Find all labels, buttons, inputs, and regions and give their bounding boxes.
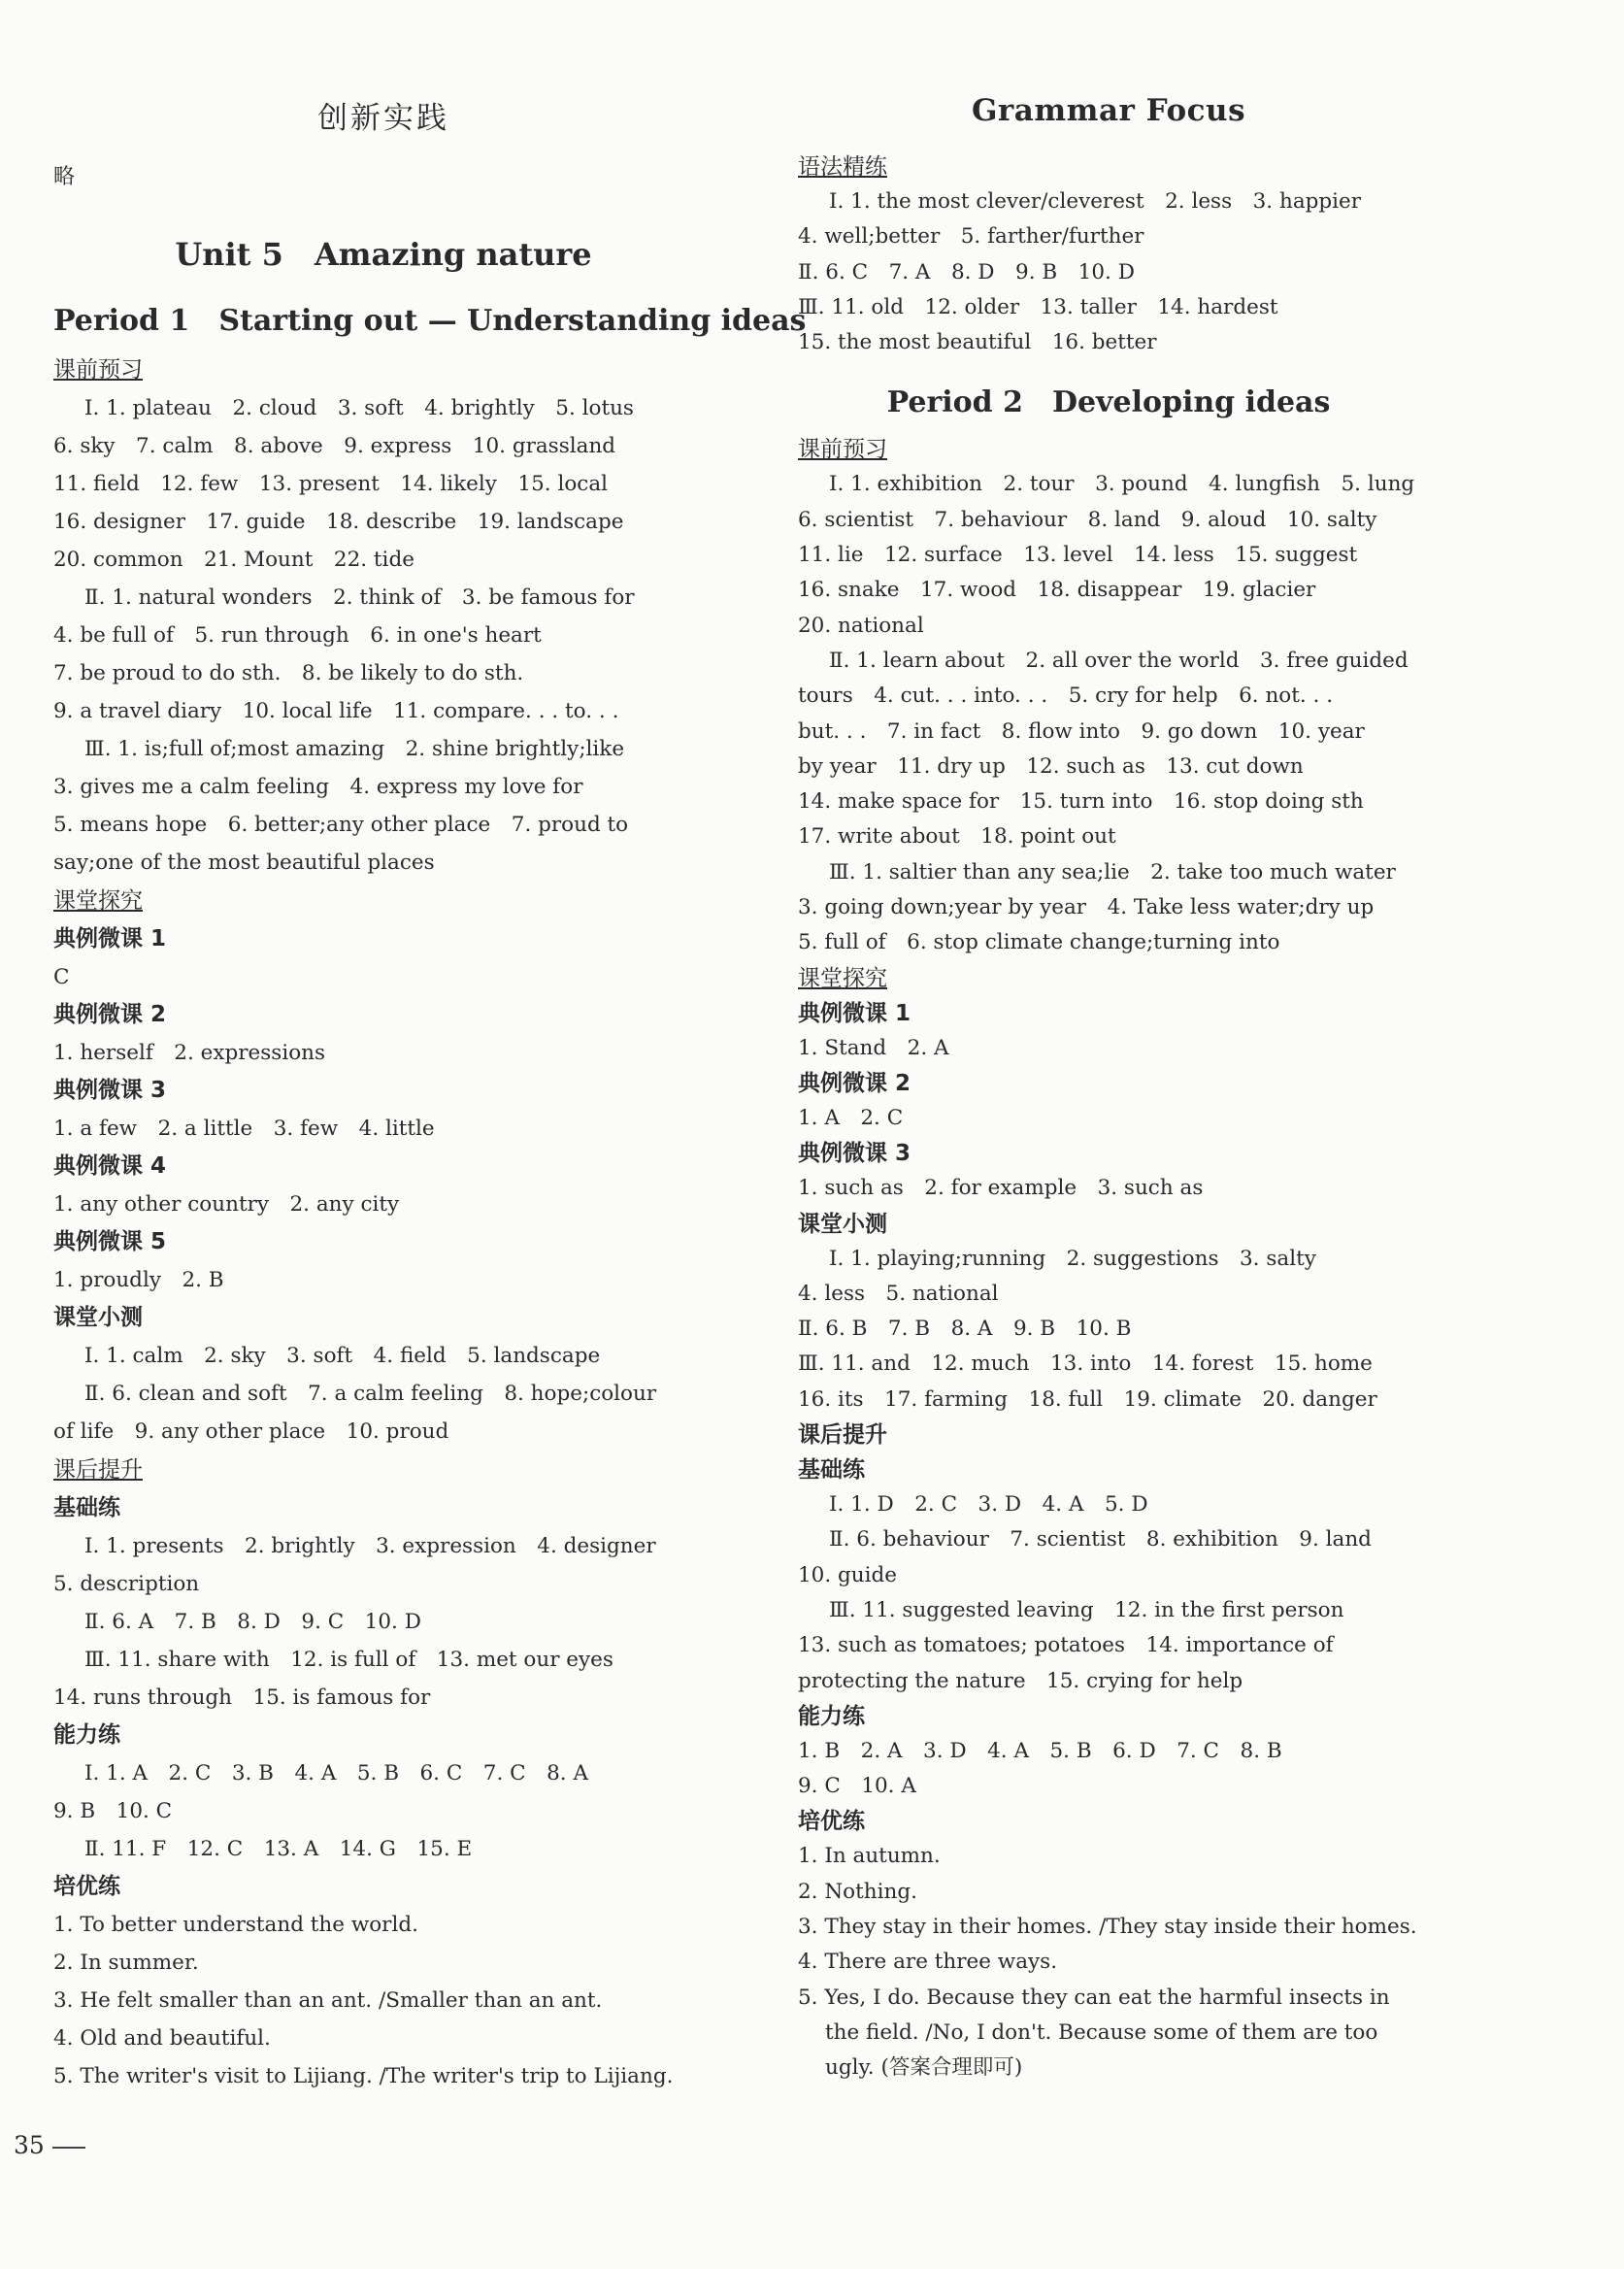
answer-line: 1. herself 2. expressions [53, 1041, 326, 1065]
subsection-label: 基础练 [53, 1495, 120, 1520]
answer-line: 7. be proud to do sth. 8. be likely to do sth. [53, 661, 524, 685]
section-label: 课前预习 [798, 437, 887, 463]
answer-line: 4. less 5. national [798, 1281, 999, 1306]
answer-line: 9. C 10. A [798, 1774, 916, 1799]
subsection-label: 能力练 [53, 1722, 120, 1748]
subsection-label: 典例微课 3 [798, 1141, 911, 1167]
answer-line: 2. In summer. [53, 1951, 199, 1975]
answer-line: 11. lie 12. surface 13. level 14. less 15. suggest [798, 543, 1358, 568]
answer-line: protecting the nature 15. crying for help [798, 1668, 1243, 1693]
omitted-note: 略 [53, 165, 76, 189]
answer-line: 16. snake 17. wood 18. disappear 19. glacier [798, 578, 1316, 603]
answer-line: 20. common 21. Mount 22. tide [53, 548, 414, 572]
page-number-text: 35 [14, 2131, 45, 2159]
subsection-label: 典例微课 4 [53, 1153, 167, 1179]
answer-line: 10. guide [798, 1562, 897, 1587]
answer-line: Ⅱ. 6. C 7. A 8. D 9. B 10. D [798, 259, 1135, 284]
answer-line: 3. gives me a calm feeling 4. express my love for [53, 775, 583, 799]
left-answer-blocks [53, 350, 713, 2095]
section-label: 课后提升 [53, 1457, 143, 1483]
answer-line: of life 9. any other place 10. proud [53, 1419, 449, 1444]
answer-line: 11. field 12. few 13. present 14. likely 15. local [53, 472, 609, 496]
answer-line: 1. To better understand the world. [53, 1913, 418, 1937]
answer-line: Ⅱ. 6. behaviour 7. scientist 8. exhibition 9. land [829, 1527, 1372, 1552]
answer-line: Ⅱ. 6. clean and soft 7. a calm feeling 8. hope;colour [84, 1382, 657, 1406]
answer-line: Ⅲ. 11. and 12. much 13. into 14. forest 15. home [798, 1351, 1373, 1377]
subsection-label: 课堂小测 [798, 1211, 887, 1237]
section-label: 课堂探究 [53, 888, 143, 914]
answer-line: C [53, 965, 70, 989]
answer-line: Ⅰ. 1. the most clever/cleverest 2. less 3. happier [829, 189, 1362, 214]
subsection-label: 课后提升 [798, 1422, 887, 1449]
answer-line: 2. Nothing. [798, 1879, 917, 1904]
answer-line: 1. Stand 2. A [798, 1035, 949, 1060]
answer-line: 14. make space for 15. turn into 16. stop doing sth [798, 789, 1364, 815]
subsection-label: 能力练 [798, 1703, 865, 1729]
answer-line: Ⅲ. 1. is;full of;most amazing 2. shine brightly;like [84, 737, 625, 761]
answer-line: Ⅰ. 1. presents 2. brightly 3. expression 4. designer [84, 1534, 656, 1558]
answer-line: but. . . 7. in fact 8. flow into 9. go down 10. year [798, 718, 1365, 744]
answer-line: 1. In autumn. [798, 1844, 941, 1869]
answer-line: Ⅰ. 1. A 2. C 3. B 4. A 5. B 6. C 7. C 8. A [84, 1761, 588, 1785]
section-label: 课堂探究 [798, 965, 887, 991]
answer-line: 1. proudly 2. B [53, 1268, 224, 1292]
subsection-label: 典例微课 1 [53, 926, 167, 951]
answer-line: Ⅰ. 1. calm 2. sky 3. soft 4. field 5. landscape [84, 1344, 601, 1368]
answer-line: 16. designer 17. guide 18. describe 19. landscape [53, 510, 624, 534]
answer-line: 9. a travel diary 10. local life 11. compare. . . to. . . [53, 699, 619, 723]
subsection-label: 典例微课 3 [53, 1078, 167, 1103]
answer-line: 17. write about 18. point out [798, 824, 1116, 850]
answer-line: 1. B 2. A 3. D 4. A 5. B 6. D 7. C 8. B [798, 1738, 1282, 1763]
period-2-title: Period 2 Developing ideas [886, 385, 1331, 420]
answer-line: say;one of the most beautiful places [53, 851, 435, 875]
section-label: 语法精练 [798, 154, 887, 180]
answer-line: Ⅲ. 11. share with 12. is full of 13. met our eyes [84, 1648, 613, 1672]
period-2-answer-blocks [798, 432, 1419, 2085]
answer-line: Ⅲ. 11. suggested leaving 12. in the first person [829, 1597, 1344, 1622]
subsection-label: 培优练 [798, 1809, 865, 1835]
right-column [798, 93, 1419, 2085]
subsection-label: 典例微课 1 [798, 1000, 911, 1026]
answer-line: 5. means hope 6. better;any other place 7. proud to [53, 813, 629, 837]
answer-line: 4. Old and beautiful. [53, 2026, 271, 2051]
innovation-practice-title: 创新实践 [317, 101, 449, 136]
answer-line: 1. A 2. C [798, 1105, 904, 1130]
answer-line: 9. B 10. C [53, 1799, 173, 1823]
subsection-label: 典例微课 2 [798, 1070, 911, 1096]
subsection-label: 基础练 [798, 1457, 865, 1484]
grammar-focus-title: Grammar Focus [971, 93, 1246, 128]
answer-line: tours 4. cut. . . into. . . 5. cry for help 6. not. . . [798, 684, 1334, 709]
answer-line: 14. runs through 15. is famous for [53, 1685, 431, 1710]
answer-line: 5. Yes, I do. Because they can eat the harmful insects in the field. /No, I don't. Because some of them are too ugly. (答案合理即可) [798, 1985, 1390, 2081]
answer-line: Ⅰ. 1. plateau 2. cloud 3. soft 4. brightly 5. lotus [84, 396, 634, 420]
answer-line: Ⅲ. 1. saltier than any sea;lie 2. take too much water [829, 859, 1396, 884]
answer-line: 6. sky 7. calm 8. above 9. express 10. grassland [53, 434, 616, 458]
answer-line: 16. its 17. farming 18. full 19. climate 20. danger [798, 1386, 1377, 1412]
period-1-title: Period 1 Starting out — Understanding ideas [53, 304, 807, 338]
subsection-label: 培优练 [53, 1874, 120, 1899]
answer-line: 3. He felt smaller than an ant. /Smaller than an ant. [53, 1988, 603, 2013]
section-label: 课前预习 [53, 357, 143, 383]
answer-line: Ⅰ. 1. D 2. C 3. D 4. A 5. D [829, 1492, 1148, 1518]
answer-line: 1. a few 2. a little 3. few 4. little [53, 1117, 435, 1141]
left-column [53, 93, 807, 2095]
answer-line: 5. full of 6. stop climate change;turning into [798, 930, 1280, 955]
answer-line: 4. There are three ways. [798, 1950, 1058, 1975]
page-number [14, 2131, 85, 2159]
answer-line: Ⅲ. 11. old 12. older 13. taller 14. hardest [798, 294, 1278, 319]
answer-line: 1. any other country 2. any city [53, 1192, 400, 1217]
answer-line: 4. be full of 5. run through 6. in one's heart [53, 623, 542, 648]
answer-line: 1. such as 2. for example 3. such as [798, 1176, 1204, 1201]
unit-title: Unit 5 Amazing nature [175, 236, 592, 273]
subsection-label: 课堂小测 [53, 1305, 143, 1330]
answer-line: Ⅱ. 11. F 12. C 13. A 14. G 15. E [84, 1837, 473, 1861]
answer-line: 6. scientist 7. behaviour 8. land 9. aloud 10. salty [798, 507, 1377, 532]
subsection-label: 典例微课 5 [53, 1229, 167, 1254]
answer-line: Ⅱ. 6. A 7. B 8. D 9. C 10. D [84, 1610, 421, 1634]
answer-line: 3. They stay in their homes. /They stay inside their homes. [798, 1914, 1417, 1939]
answer-line: 5. description [53, 1572, 200, 1596]
answer-line: Ⅱ. 1. natural wonders 2. think of 3. be famous for [84, 585, 635, 610]
answer-line: 3. going down;year by year 4. Take less water;dry up [798, 895, 1375, 920]
answer-line: by year 11. dry up 12. such as 13. cut down [798, 753, 1304, 779]
answer-line: Ⅰ. 1. playing;running 2. suggestions 3. salty [829, 1246, 1316, 1271]
answer-line: Ⅱ. 1. learn about 2. all over the world 3. free guided [829, 648, 1409, 673]
page-number-rule [52, 2147, 85, 2149]
answer-line: 4. well;better 5. farther/further [798, 224, 1144, 250]
answer-line: 20. national [798, 613, 924, 638]
answer-line: 15. the most beautiful 16. better [798, 330, 1157, 355]
answer-line: 13. such as tomatoes; potatoes 14. importance of [798, 1633, 1334, 1658]
answer-line: Ⅱ. 6. B 7. B 8. A 9. B 10. B [798, 1317, 1132, 1342]
answer-line: Ⅰ. 1. exhibition 2. tour 3. pound 4. lungfish 5. lung [829, 472, 1415, 497]
grammar-answer-blocks [798, 150, 1419, 360]
subsection-label: 典例微课 2 [53, 1002, 167, 1027]
answer-line: 5. The writer's visit to Lijiang. /The writer's trip to Lijiang. [53, 2064, 674, 2088]
